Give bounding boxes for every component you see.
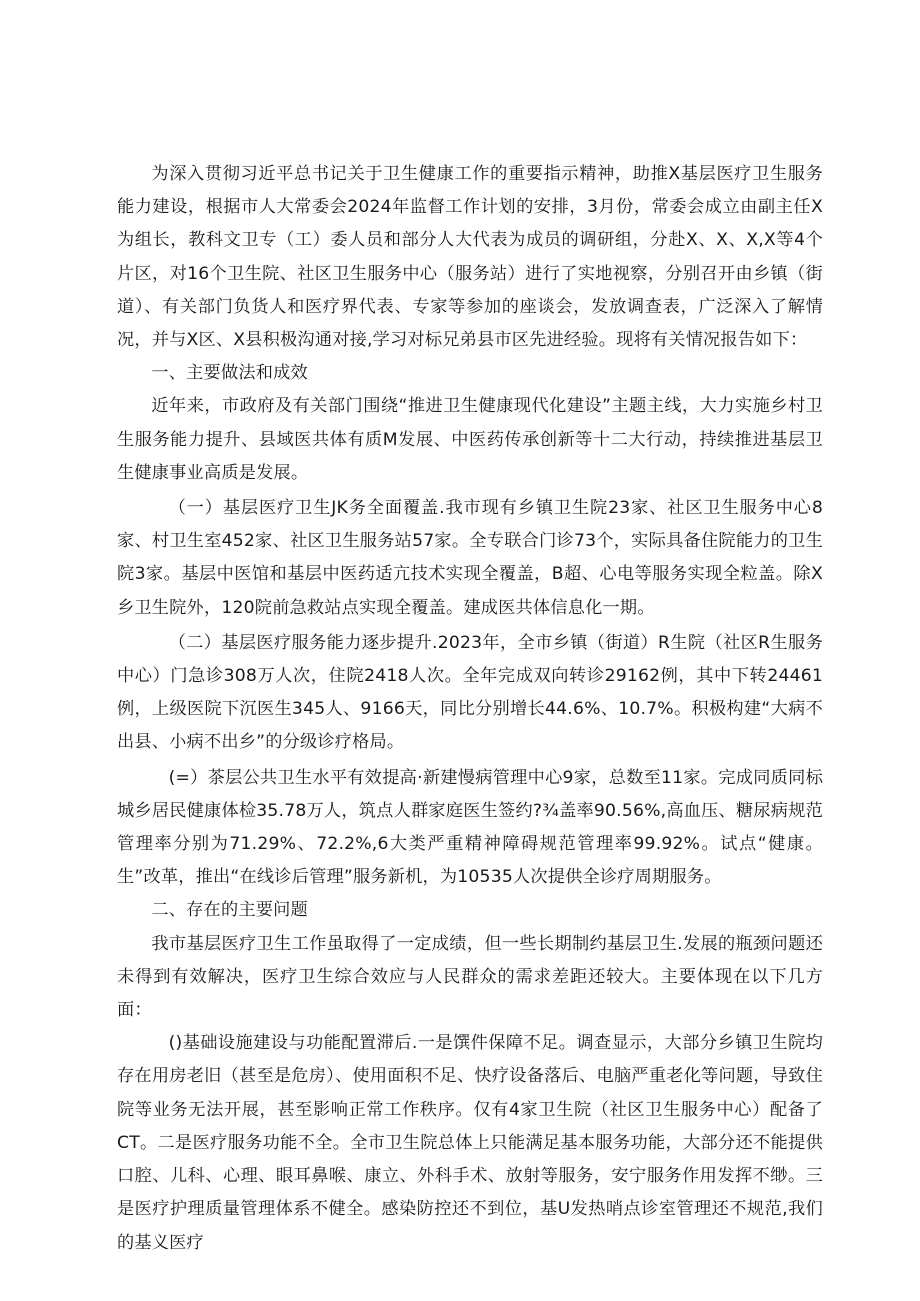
section1-item-2-paragraph: （二）基层医疗服务能力逐步提升.2023年，全市乡镇（街道）R生院（社区R生服务中心）门急诊308万人次，住院2418人次。全年完成双向转诊29162例，其中下转24461例，上级医院下沉医生345人、9166天，同比分别增长44.6%、10.7%。积极构建“大病不出县、小病不出乡”的分级诊疗格局。 xyxy=(117,632,823,753)
section1-item-1-paragraph: （一）基层医疗卫生JK务全面覆盖.我市现有乡镇卫生院23家、社区卫生服务中心8家、村卫生室452家、社区卫生服务站57家。全专联合门诊73个，实际具备住院能力的卫生院3家。基层中医馆和基层中医药适亢技术实现全覆盖，B超、心电等服务实现全粒盖。除X乡卫生院外，120院前急救站点实现全覆盖。建成医共体信息化一期。 xyxy=(117,498,823,618)
document-body xyxy=(117,158,823,1260)
section1-item-3-paragraph: (=）茶层公共卫生水平有效提高·新建慢病管理中心9家，总数至11家。完成同质同标城乡居民健康体检35.78万人，筑点人群家庭医生签约?¾盖率90.56%,高血压、糖尿病规范管理率分别为71.29%、72.2%,6大类严重精神障碍规范管理率99.92%。试点“健康。生”改革，推出“在线诊后管理”服务新机，为10535人次提供全诊疗周期服务。 xyxy=(117,767,823,888)
section-heading-2: 二、存在的主要问题 xyxy=(151,900,308,921)
section2-item-1-paragraph: ()基础设施建设与功能配置滞后.一是馔件保障不足。调查显示，大部分乡镇卫生院均存在用房老旧（甚至是危房）、使用面积不足、快疗设备落后、电脑严重老化等问题，导致住院等业务无法开展，甚至影响正常工作秩序。仅有4家卫生院（社区卫生服务中心）配备了CT。二是医疗服务功能不全。全市卫生院总体上只能满足基本服务功能，大部分还不能提供口腔、儿科、心理、眼耳鼻喉、康立、外科手术、放射等服务，安宁服务作用发挥不缈。三是医疗护理质量管理体系不健全。感染防控还不到位，基U发热哨点诊室管理还不规范,我们的基义医疗 xyxy=(117,1033,823,1253)
section2-intro-paragraph: 我市基层医疗卫生工作虽取得了一定成绩，但一些长期制约基层卫生.发展的瓶颈问题还未得到有效解决，医疗卫生综合效应与人民群众的需求差距还较大。主要体现在以下几方面： xyxy=(117,933,823,1021)
section-heading-1: 一、主要做法和成效 xyxy=(151,363,308,384)
section1-intro-paragraph: 近年来，市政府及有关部门围绕“推进卫生健康现代化建设”主题主线，大力实施乡村卫生服务能力提升、县域医共体有质M发展、中医药传承创新等十二大行动，持续推进基层卫生健康事业高质是发展。 xyxy=(117,396,823,483)
intro-paragraph: 为深入贯彻习近平总书记关于卫生健康工作的重要指示精神，助推X基层医疗卫生服务能力建设，根据市人大常委会2024年监督工作计划的安排，3月份，常委会成立由副主任X为组长，教科文卫专（工）委人员和部分人大代表为成员的调研组，分赴X、X、X,X等4个片区，对16个卫生院、社区卫生服务中心（服务站）进行了实地视察，分别召开由乡镇（街道）、有关部门负货人和医疗界代表、专家等参加的座谈会，发放调查表，广泛深入了解情况，并与X区、X县积极沟通对接,学习对标兄弟县市区先进经验。现将有关情况报告如下： xyxy=(117,164,823,351)
